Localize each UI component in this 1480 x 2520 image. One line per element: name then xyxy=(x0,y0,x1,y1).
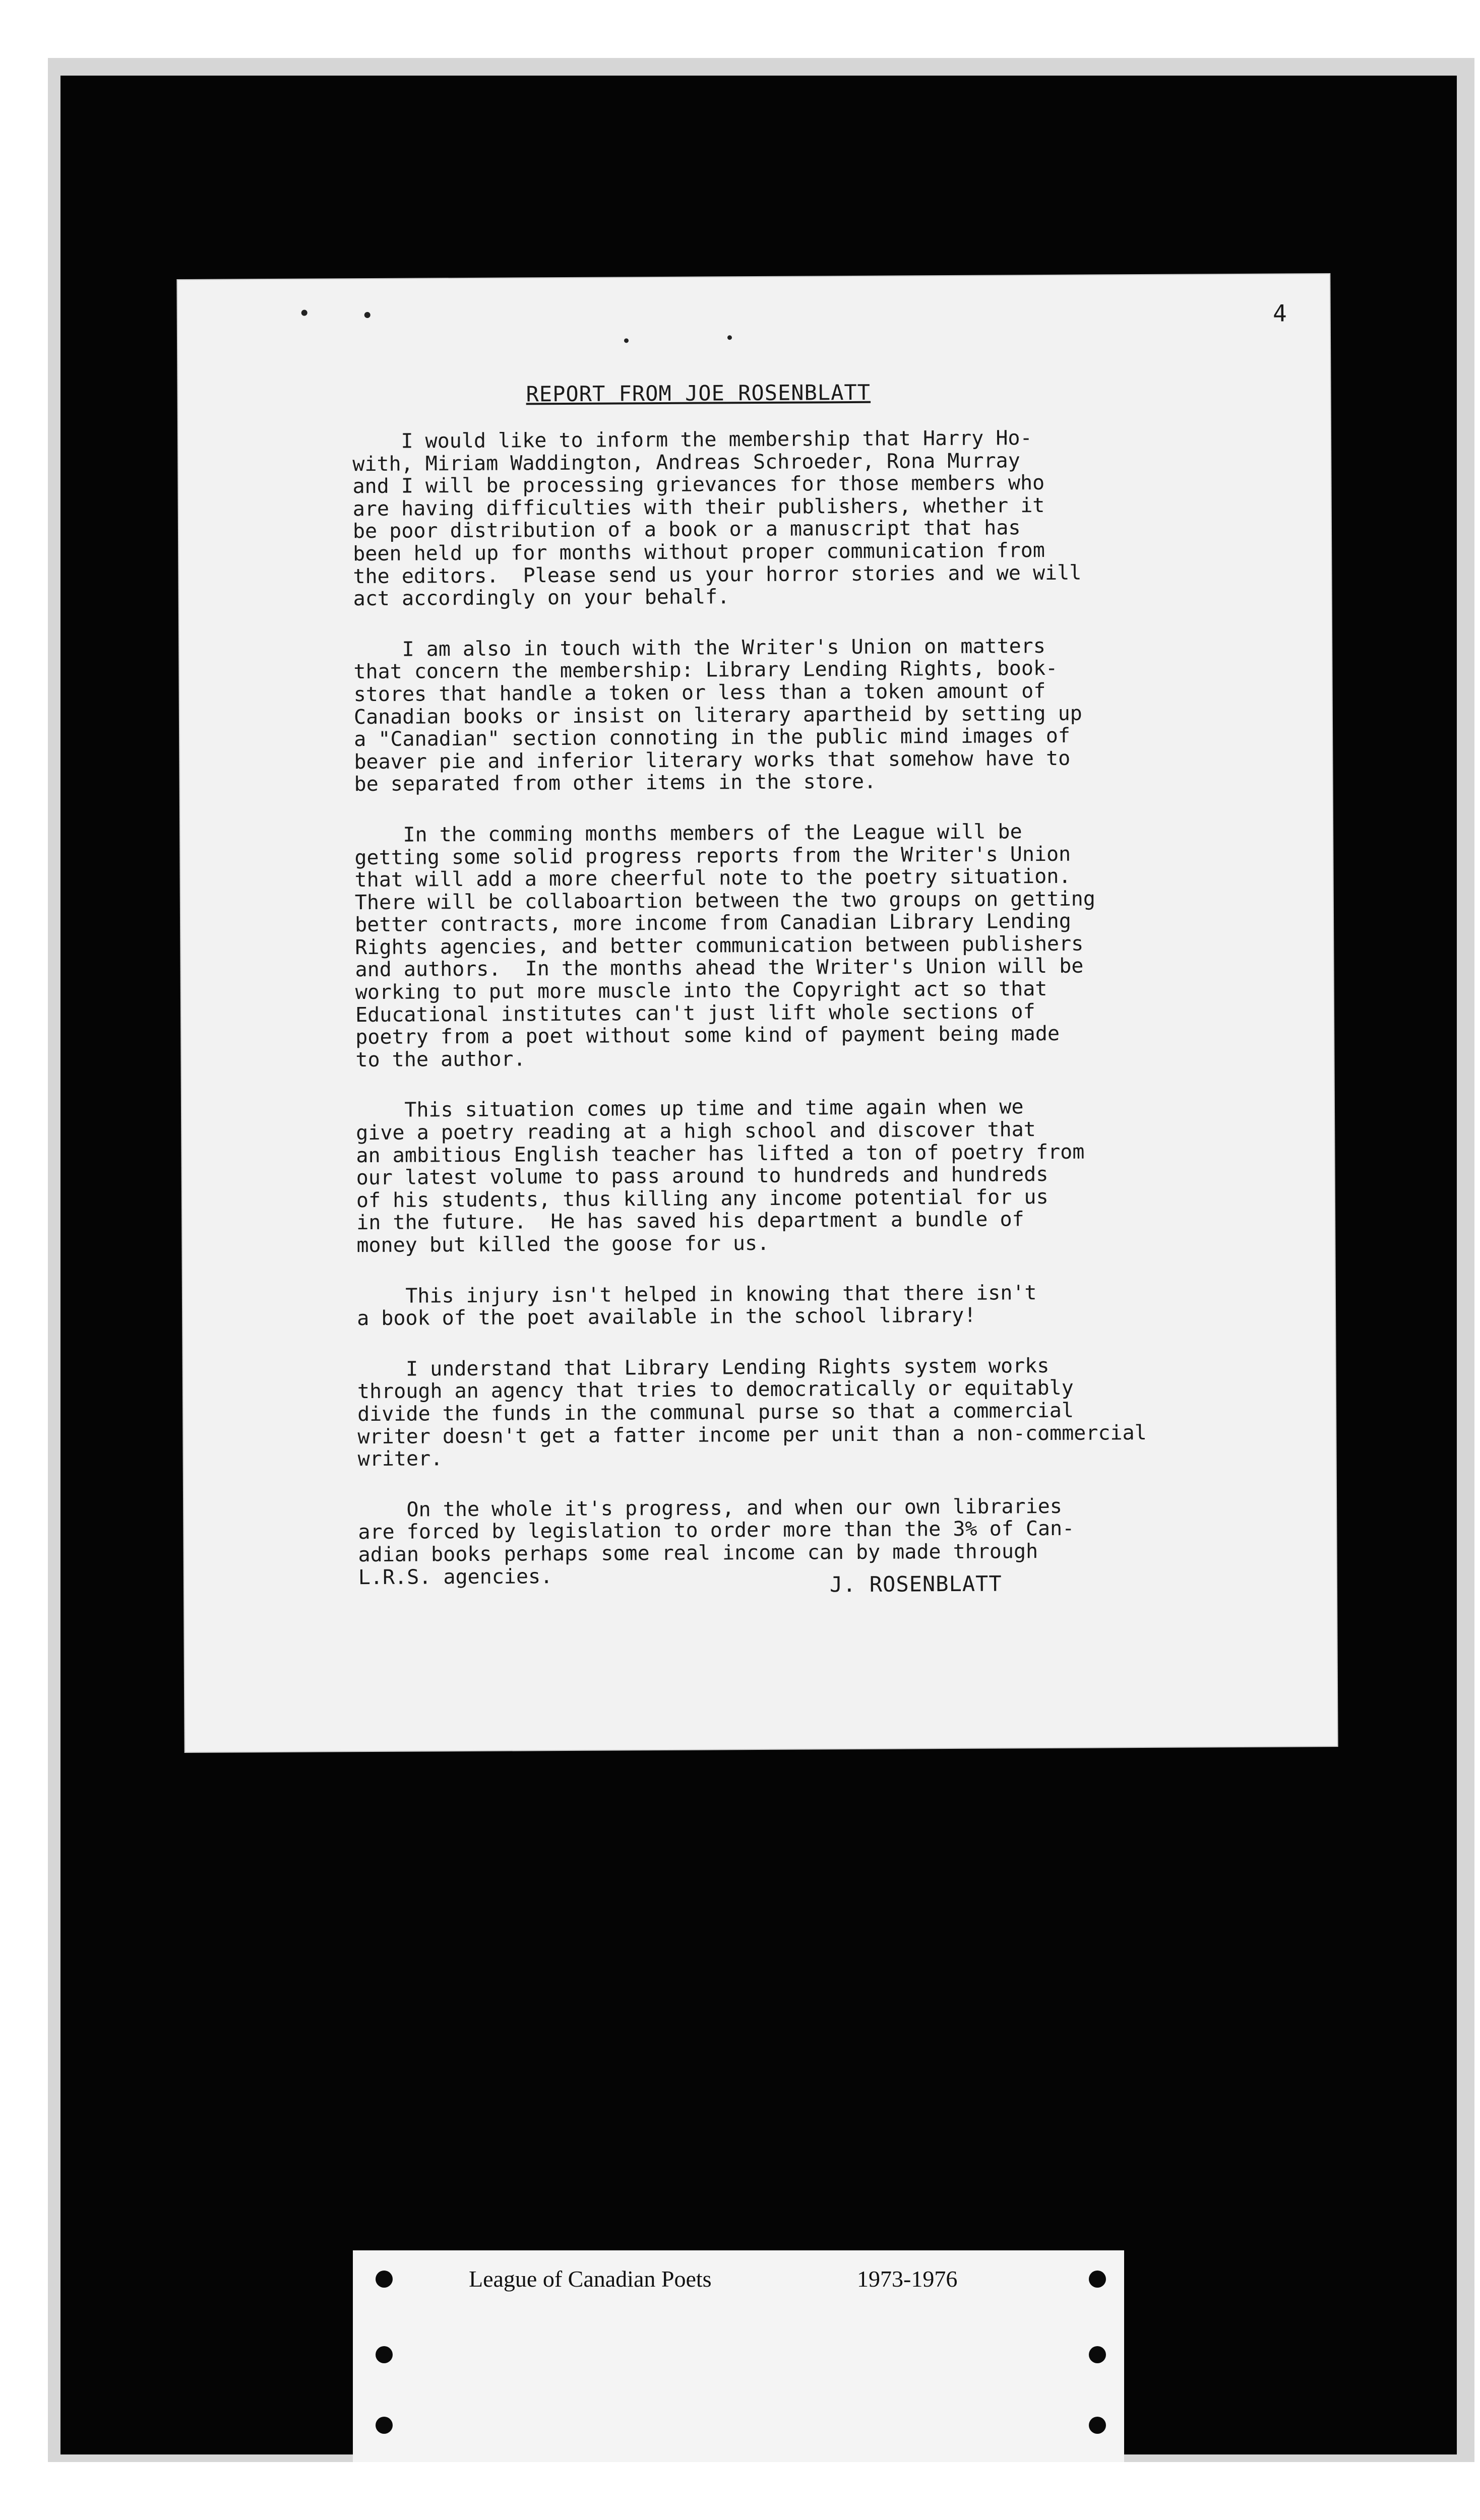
paragraph-writers-union: I am also in touch with the Writer's Union on matters that concern the membership: Library Lending Rights, book- stores that handle a token or less than a token amount of Canadian books or insist on literary apartheid by setting up a "Canadian" section connoting in the public mind images of beaver pie and inferior literary works that somehow have to be separated from other items in the store. xyxy=(353,634,1082,796)
punch-hole xyxy=(376,2346,393,2363)
page-speck xyxy=(301,310,307,316)
paragraph-progress-reports: In the comming months members of the League will be getting some solid progress reports from the Writer's Union that will add a more cheerful note to the poetry situation. There will be collaboartion between the two groups on getting better contracts, more income from Canadian Library Lending Rights agencies, and better communication between publishers and authors. In the months ahead the Writer's Union will be working to put more muscle into the Copyright act so that Educational institutes can't just lift whole sections of poetry from a poet without some kind of payment being made to the author. xyxy=(354,820,1095,1072)
punch-hole xyxy=(1089,2417,1106,2434)
punch-hole xyxy=(376,2417,393,2434)
page-speck xyxy=(364,312,371,318)
page-title: REPORT FROM JOE ROSENBLATT xyxy=(526,380,871,407)
punch-hole xyxy=(1089,2346,1106,2363)
paragraph-injury: This injury isn't helped in knowing that there isn't a book of the poet available in the school library! xyxy=(356,1281,1037,1331)
paragraph-lending-rights: I understand that Library Lending Rights system works through an agency that tries to democratically or equitably divide the funds in the communal purse so that a commercial writer doesn't get a fatter income per unit than a non-commercial writer. xyxy=(357,1354,1147,1471)
page-speck xyxy=(727,335,732,340)
archive-label xyxy=(353,2250,1124,2462)
page-speck xyxy=(624,338,629,343)
report-body xyxy=(352,425,1316,1617)
punch-hole xyxy=(376,2271,393,2288)
document-page xyxy=(177,274,1337,1752)
page-number: 4 xyxy=(1272,299,1287,327)
paragraph-grievances: I would like to inform the membership that Harry Ho- with, Miriam Waddington, Andreas Schroeder, Rona Murray and I will be processing grievances for those members who are having difficulties with their publishers, whether it be poor distribution of a book or a manuscript that has been held up for months without proper communication from the editors. Please send us your horror stories and we will act accordingly on your behalf. xyxy=(352,426,1082,611)
punch-hole xyxy=(1089,2271,1106,2288)
paragraph-conclusion: On the whole it's progress, and when our own libraries are forced by legislation to order more than the 3% of Can- adian books perhaps some real income can by made through L.R.S. agencies. xyxy=(358,1494,1075,1589)
signature: J. ROSENBLATT xyxy=(829,1571,1002,1597)
label-title: League of Canadian Poets xyxy=(469,2266,712,2292)
paragraph-poetry-reading: This situation comes up time and time again when we give a poetry reading at a high school and discover that an ambitious English teacher has lifted a ton of poetry from our latest volume to pass around to hundreds and hundreds of his students, thus killing any income potential for us in the future. He has saved his department a bundle of money but killed the goose for us. xyxy=(355,1095,1085,1257)
label-dates: 1973-1976 xyxy=(857,2266,958,2292)
